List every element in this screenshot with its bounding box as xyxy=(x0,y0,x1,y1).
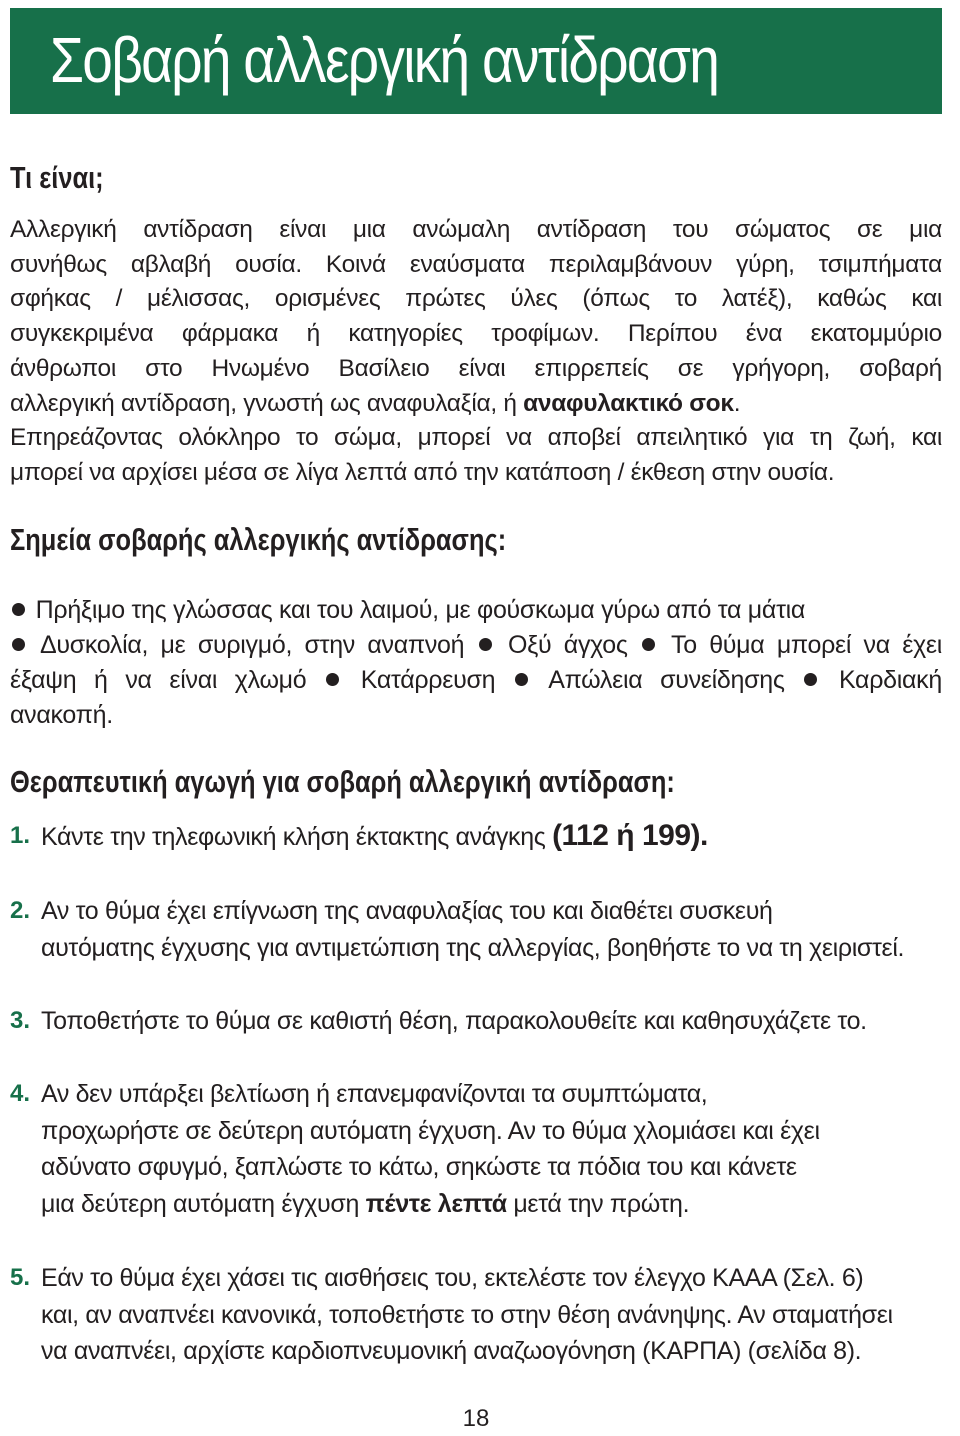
anaphylactic-shock-term: αναφυλακτικό σοκ xyxy=(523,389,734,417)
list-item xyxy=(10,628,942,663)
treatment-step xyxy=(10,893,955,966)
paragraph-text: αλλεργική αντίδραση, γνωστή ως αναφυλαξία, ή xyxy=(10,389,524,417)
step-line: αδύνατο σφυγμό, ξαπλώστε το κάτω, σηκώστε τα πόδια του και κάνετε xyxy=(41,1153,797,1181)
list-item xyxy=(10,593,942,628)
step-body xyxy=(41,1076,955,1222)
step-line xyxy=(41,818,955,856)
list-item-text: Οξύ άγχος xyxy=(508,631,628,659)
bullet-icon xyxy=(642,638,655,651)
paragraph-line: μπορεί να αρχίσει μέσα σε λίγα λεπτά από την κατάποση / έκθεση στην ουσία. xyxy=(10,458,835,486)
step-text: μια δεύτερη αυτόματη έγχυση xyxy=(41,1189,366,1218)
paragraph-line: συγκεκριμένα φάρμακα ή κατηγορίες τροφίμων. Περίπου ένα εκατομμύριο xyxy=(10,320,942,348)
title-banner xyxy=(10,8,942,114)
step-line: αυτόματης έγχυσης για αντιμετώπιση της αλλεργίας, βοηθήστε το να τη χειριστεί. xyxy=(41,933,905,962)
bullet-icon xyxy=(12,638,25,651)
page-title: Σοβαρή αλλεργική αντίδραση xyxy=(50,24,719,96)
step-line: Αν δεν υπάρξει βελτίωση ή επανεμφανίζονται τα συμπτώματα, xyxy=(41,1080,708,1108)
step-body xyxy=(41,1003,955,1040)
paragraph-text: . xyxy=(733,389,741,417)
step-text: μετά την πρώτη. xyxy=(506,1189,690,1218)
list-item-text: Καρδιακή xyxy=(838,666,942,694)
paragraph-line: σφήκας / μέλισσας, ορισμένες πρώτες ύλες (όπως το λατέξ), καθώς και xyxy=(10,285,942,313)
list-item xyxy=(10,663,942,698)
emergency-numbers: (112 ή 199). xyxy=(552,819,708,852)
step-line xyxy=(41,1186,955,1223)
signs-heading: Σημεία σοβαρής αλλεργικής αντίδρασης: xyxy=(10,522,507,557)
paragraph-line xyxy=(10,387,942,422)
list-item: ανακοπή. xyxy=(10,701,113,729)
step-body xyxy=(41,1260,955,1370)
bullet-icon xyxy=(326,673,339,686)
step-number: 2. xyxy=(10,897,31,924)
step-number: 4. xyxy=(10,1080,31,1107)
step-body xyxy=(41,893,955,966)
signs-list xyxy=(10,593,942,733)
what-is-paragraph xyxy=(10,213,942,491)
bullet-icon xyxy=(12,603,25,616)
list-item-text: έξαψη ή να είναι χλωμό xyxy=(10,666,307,694)
step-line: και, αν αναπνέει κανονικά, τοποθετήστε το στην θέση ανάνηψης. Αν σταματήσει xyxy=(41,1300,893,1329)
step-line: Εάν το θύμα έχει χάσει τις αισθήσεις του, εκτελέστε τον έλεγχο ΚΑΑΑ (Σελ. 6) xyxy=(41,1264,864,1292)
bullet-icon xyxy=(804,673,817,686)
list-item-text: Πρήξιμο της γλώσσας και του λαιμού, με φούσκωμα γύρω από τα μάτια xyxy=(35,596,806,624)
step-text: Κάντε την τηλεφωνική κλήση έκτακτης ανάγκης xyxy=(41,823,553,851)
list-item-text: Απώλεια συνείδησης xyxy=(548,666,785,694)
treatment-heading: Θεραπευτική αγωγή για σοβαρή αλλεργική αντίδραση: xyxy=(10,764,675,799)
step-number: 3. xyxy=(10,1007,31,1034)
page-number: 18 xyxy=(462,1405,490,1432)
paragraph-line: συνήθως αβλαβή ουσία. Κοινά εναύσματα περιλαμβάνουν γύρη, τσιμπήματα xyxy=(10,250,942,278)
step-line: Τοποθετήστε το θύμα σε καθιστή θέση, παρακολουθείτε και καθησυχάζετε το. xyxy=(41,1007,867,1035)
list-item-text: Το θύμα μπορεί να έχει xyxy=(671,631,943,659)
treatment-step xyxy=(10,818,955,856)
what-is-heading: Τι είναι; xyxy=(10,160,104,195)
step-line: προχωρήστε σε δεύτερη αυτόματη έγχυση. Αν το θύμα χλομιάσει και έχει xyxy=(41,1116,820,1145)
list-item-text: Κατάρρευση xyxy=(360,666,496,694)
bullet-icon xyxy=(479,638,492,651)
paragraph-line: Επηρεάζοντας ολόκληρο το σώμα, μπορεί να αποβεί απειλητικό για τη ζωή, και xyxy=(10,424,942,452)
five-minutes-term: πέντε λεπτά xyxy=(365,1189,507,1218)
paragraph-line: Αλλεργική αντίδραση είναι μια ανώμαλη αντίδραση του σώματος σε μια xyxy=(10,216,942,243)
step-number: 5. xyxy=(10,1264,31,1291)
treatment-step xyxy=(10,1003,955,1040)
step-line: να αναπνέει, αρχίστε καρδιοπνευμονική αναζωογόνηση (ΚΑΡΠΑ) (σελίδα 8). xyxy=(41,1337,862,1365)
treatment-step xyxy=(10,1076,955,1222)
step-number: 1. xyxy=(10,822,31,849)
list-item-text: Δυσκολία, με συριγμό, στην αναπνοή xyxy=(40,631,465,659)
paragraph-line: άνθρωποι στο Ηνωμένο Βασίλειο είναι επιρρεπείς σε γρήγορη, σοβαρή xyxy=(10,354,942,382)
treatment-step xyxy=(10,1260,955,1370)
step-line: Αν το θύμα έχει επίγνωση της αναφυλαξίας του και διαθέτει συσκευή xyxy=(41,897,773,925)
step-body xyxy=(41,818,955,856)
bullet-icon xyxy=(515,673,528,686)
